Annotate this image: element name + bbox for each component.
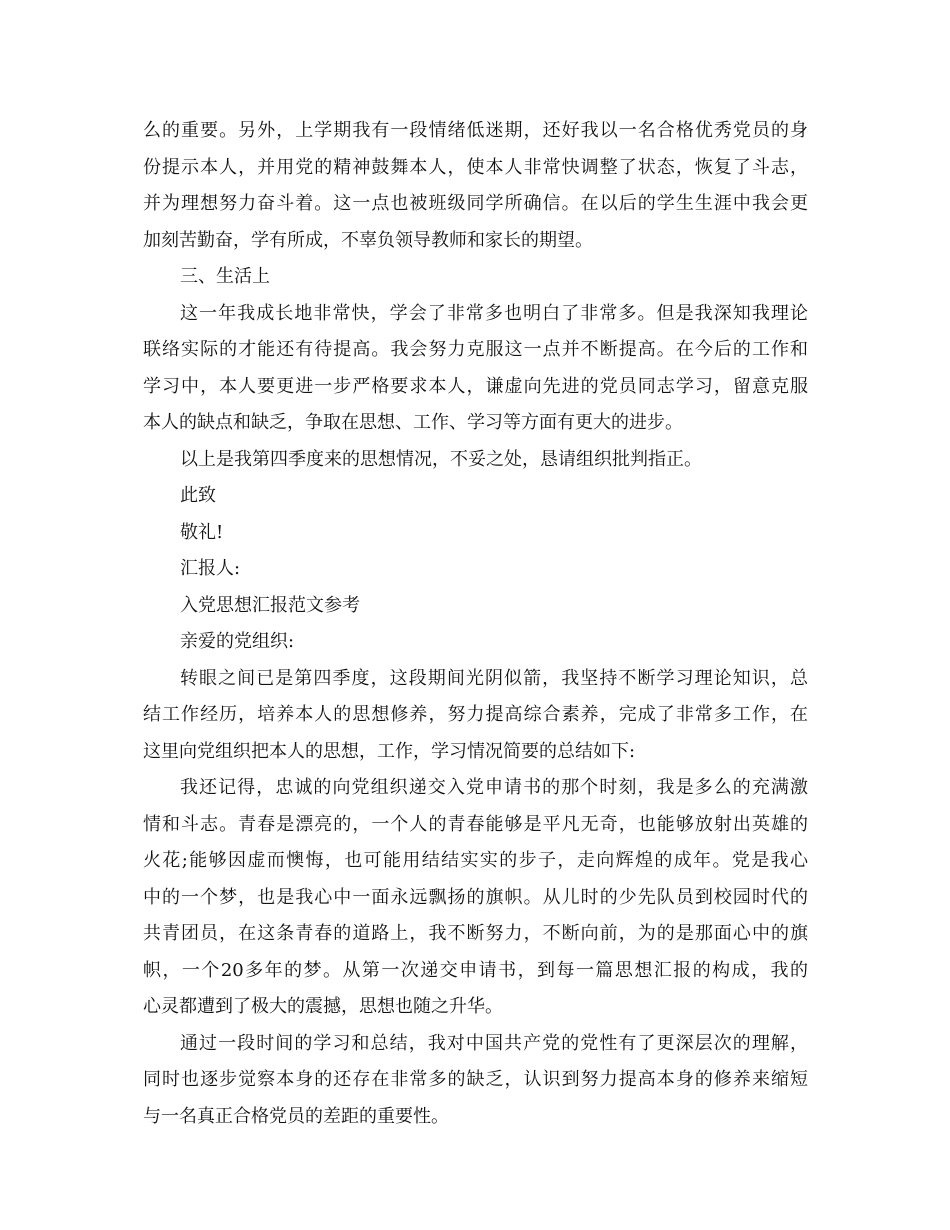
text-line: 联络实际的才能还有待提高。我会努力克服这一点并不断提高。在今后的工作和	[143, 339, 808, 360]
text-line: 共青团员，在这条青春的道路上，我不断努力，不断向前，为的是那面心中的旗	[143, 923, 808, 944]
text-line: 本人的缺点和缺乏，争取在思想、工作、学习等方面有更大的进步。	[143, 412, 683, 433]
section-heading-life: 三、生活上	[180, 266, 270, 287]
text-line: 这里向党组织把本人的思想，工作，学习情况简要的总结如下:	[143, 740, 636, 762]
text-line: 中的一个梦，也是我心中一面永远飘扬的旗帜。从儿时的少先队员到校园时代的	[143, 886, 808, 908]
closing-salutation: 此致	[180, 485, 216, 506]
reporter-label: 汇报人:	[180, 558, 241, 579]
text-line: 以上是我第四季度来的思想情况，不妥之处，恳请组织批判指正。	[180, 448, 702, 470]
text-line: 并为理想努力奋斗着。这一点也被班级同学所确信。在以后的学生生涯中我会更	[143, 193, 808, 214]
text-line: 份提示本人，并用党的精神鼓舞本人，使本人非常快调整了状态，恢复了斗志，	[143, 156, 808, 178]
text-line: 我还记得，忠诚的向党组织递交入党申请书的那个时刻，我是多么的充满激	[180, 777, 808, 798]
closing-regards: 敬礼!	[180, 521, 224, 543]
greeting: 亲爱的党组织:	[180, 631, 295, 652]
text-line: 心灵都遭到了极大的震撼，思想也随之升华。	[143, 996, 503, 1017]
text-line: 转眼之间已是第四季度，这段期间光阴似箭，我坚持不断学习理论知识，总	[180, 667, 808, 689]
text-line: 结工作经历，培养本人的思想修养，努力提高综合素养，完成了非常多工作，在	[143, 704, 808, 725]
text-line: 与一名真正合格党员的差距的重要性。	[143, 1105, 449, 1127]
text-line: 学习中，本人要更进一步严格要求本人，谦虚向先进的党员同志学习，留意克服	[143, 375, 808, 397]
document-subtitle: 入党思想汇报范文参考	[180, 594, 360, 616]
text-line: 火花;能够因虚而懊悔，也可能用结结实实的步子，走向辉煌的成年。党是我心	[143, 850, 808, 871]
text-line: 同时也逐步觉察本身的还存在非常多的缺乏，认识到努力提高本身的修养来缩短	[143, 1069, 808, 1090]
text-line: 加刻苦勤奋，学有所成，不辜负领导教师和家长的期望。	[143, 229, 593, 251]
text-line: 情和斗志。青春是漂亮的，一个人的青春能够是平凡无奇，也能够放射出英雄的	[143, 813, 808, 835]
text-line: 这一年我成长地非常快，学会了非常多也明白了非常多。但是我深知我理论	[180, 302, 808, 324]
text-line: 么的重要。另外，上学期我有一段情绪低迷期，还好我以一名合格优秀党员的身	[143, 120, 808, 141]
text-line: 帜，一个20多年的梦。从第一次递交申请书，到每一篇思想汇报的构成，我的	[143, 959, 808, 981]
text-line: 通过一段时间的学习和总结，我对中国共产党的党性有了更深层次的理解，	[180, 1032, 808, 1054]
document-body	[143, 113, 808, 1135]
